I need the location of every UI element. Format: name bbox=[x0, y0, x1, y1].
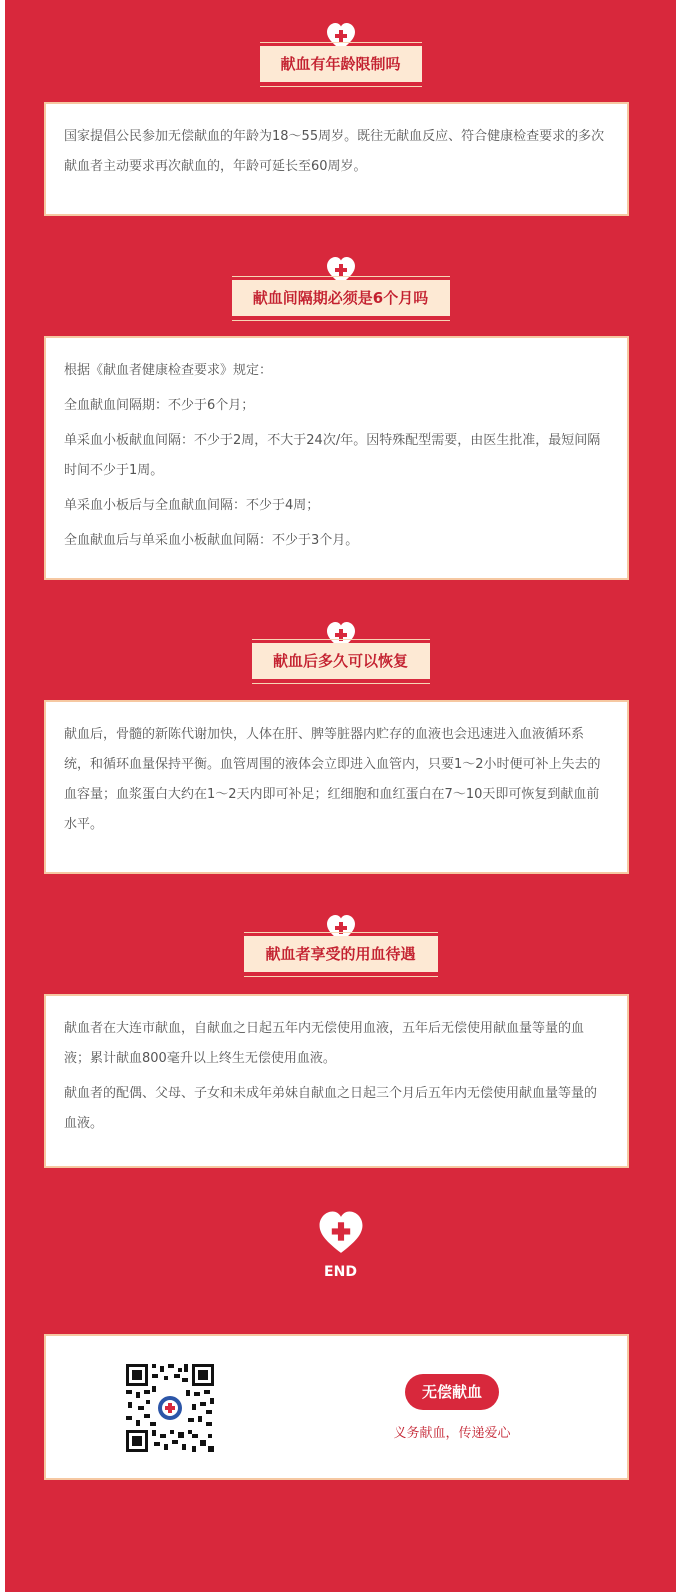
paragraph: 国家提倡公民参加无偿献血的年龄为18～55周岁。既往无献血反应、符合健康检查要求的多次献血者主动要求再次献血的，年龄可延长至60周岁。 bbox=[64, 129, 605, 174]
paragraph: 献血者的配偶、父母、子女和未成年弟妹自献血之日起三个月后五年内无偿使用献血量等量的血液。 bbox=[64, 1086, 598, 1131]
card-recovery bbox=[44, 700, 629, 874]
end-label: END bbox=[324, 1264, 357, 1280]
paragraph: 单采血小板后与全血献血间隔：不少于4周； bbox=[64, 498, 320, 513]
section-title: 献血有年龄限制吗 bbox=[260, 46, 422, 82]
section-title-wrap bbox=[260, 42, 422, 78]
paragraph: 单采血小板献血间隔：不少于2周，不大于24次/年。因特殊配型需要，由医生批准，最短间隔时间不少于1周。 bbox=[64, 433, 601, 478]
blood-donation-badge: 无偿献血 bbox=[405, 1374, 499, 1410]
slogan-text: 义务献血，传递爱心 bbox=[393, 1426, 511, 1441]
heart-cross-icon bbox=[317, 1210, 365, 1256]
card-benefits bbox=[44, 994, 629, 1168]
section-title: 献血者享受的用血待遇 bbox=[244, 936, 438, 972]
paragraph: 全血献血间隔期：不少于6个月； bbox=[64, 398, 255, 413]
paragraph: 献血后，骨髓的新陈代谢加快，人体在肝、脾等脏器内贮存的血液也会迅速进入血液循环系统，和循环血量保持平衡。血管周围的液体会立即进入血管内，只要1～2小时便可补上失去的血容量；血浆蛋白大约在1～2天内即可补足；红细胞和血红蛋白在7～10天即可恢复到献血前水平。 bbox=[64, 727, 601, 832]
end-marker bbox=[5, 1210, 676, 1280]
section-title-wrap bbox=[244, 932, 438, 968]
section-title-wrap bbox=[252, 639, 430, 675]
paragraph: 根据《献血者健康检查要求》规定： bbox=[64, 363, 273, 378]
card-interval bbox=[44, 336, 629, 580]
paragraph: 全血献血后与单采血小板献血间隔：不少于3个月。 bbox=[64, 533, 359, 548]
section-title: 献血间隔期必须是6个月吗 bbox=[232, 280, 450, 316]
paragraph: 献血者在大连市献血，自献血之日起五年内无偿使用血液，五年后无偿使用献血量等量的血液；累计献血800毫升以上终生无偿使用血液。 bbox=[64, 1021, 585, 1066]
footer-card bbox=[44, 1334, 629, 1480]
section-title: 献血后多久可以恢复 bbox=[252, 643, 430, 679]
card-age-limit bbox=[44, 102, 629, 216]
section-title-wrap bbox=[232, 276, 450, 312]
qr-code-icon[interactable] bbox=[126, 1364, 214, 1452]
page bbox=[5, 0, 676, 1592]
